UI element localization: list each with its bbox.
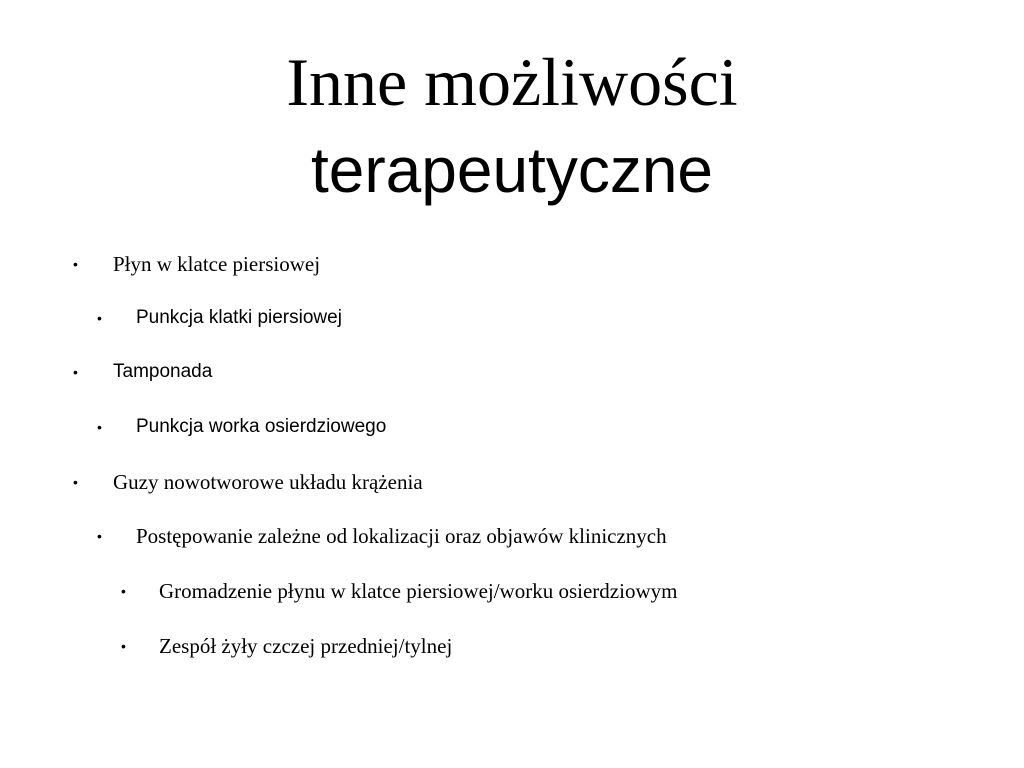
bullet-item bbox=[0, 412, 1024, 442]
bullet-text: Punkcja worka osierdziowego bbox=[136, 416, 387, 437]
bullet-text: Punkcja klatki piersiowej bbox=[136, 307, 342, 328]
bullet-item bbox=[0, 249, 1024, 279]
bullet-icon: • bbox=[73, 364, 78, 380]
bullet-text: Zespół żyły czczej przedniej/tylnej bbox=[159, 634, 453, 658]
bullet-item bbox=[0, 576, 1024, 606]
bullet-text: Guzy nowotworowe układu krążenia bbox=[113, 470, 423, 494]
bullet-text: Gromadzenie płynu w klatce piersiowej/worku osierdziowym bbox=[159, 579, 678, 603]
bullet-icon: • bbox=[121, 638, 126, 654]
slide-title-line-2: terapeutyczne bbox=[310, 134, 714, 206]
bullet-icon: • bbox=[97, 310, 102, 326]
bullet-text: Płyn w klatce piersiowej bbox=[113, 252, 321, 276]
bullet-icon: • bbox=[97, 528, 102, 544]
bullet-icon: • bbox=[97, 419, 102, 435]
bullet-text: Tamponada bbox=[113, 361, 213, 382]
bullet-item bbox=[0, 467, 1024, 497]
bullet-item bbox=[0, 631, 1024, 661]
bullet-icon: • bbox=[121, 583, 126, 599]
slide-title-line-1: Inne możliwości bbox=[286, 44, 738, 120]
bullet-text: Postępowanie zależne od lokalizacji oraz objawów klinicznych bbox=[136, 524, 667, 548]
bullet-item bbox=[0, 357, 1024, 387]
bullet-item bbox=[0, 521, 1024, 551]
bullet-item bbox=[0, 303, 1024, 333]
bullet-icon: • bbox=[73, 474, 78, 490]
bullet-icon: • bbox=[73, 256, 78, 272]
